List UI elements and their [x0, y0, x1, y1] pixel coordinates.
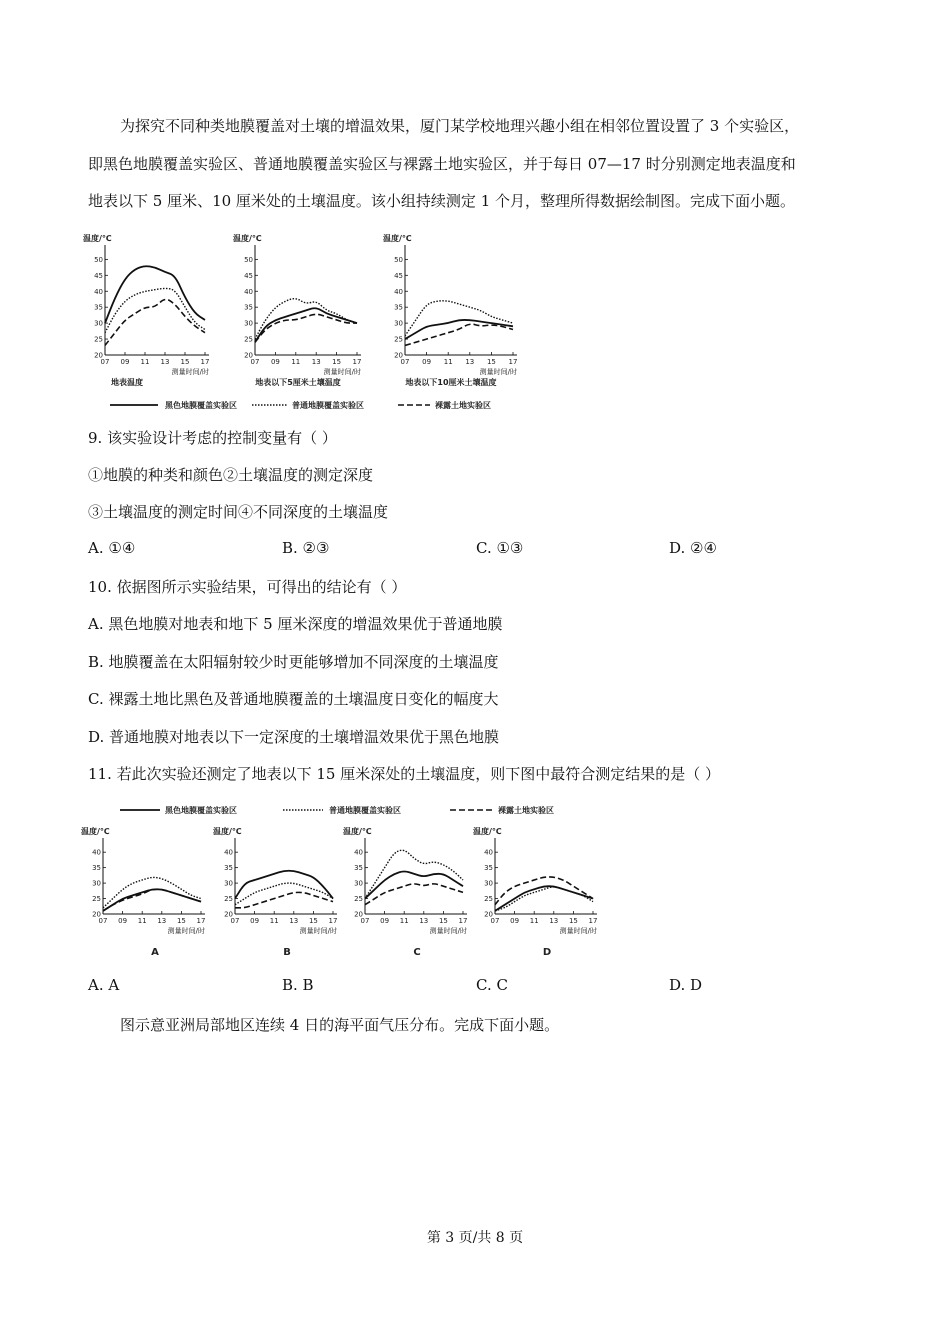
y-axis-label: 温度/℃ — [343, 827, 372, 836]
x-tick-label: 17 — [328, 917, 338, 925]
series-line-bare-soil — [405, 324, 513, 345]
q11-stem: 11. 若此次实验还测定了地表以下 15 厘米深处的土壤温度，则下图中最符合测定结果的是（ ） — [88, 765, 721, 783]
x-tick-label: 15 — [180, 358, 190, 366]
y-tick-label: 40 — [354, 848, 363, 857]
y-tick-label: 40 — [394, 287, 403, 296]
x-tick-label: 09 — [250, 917, 260, 925]
q9-option-a[interactable]: A. ①④ — [88, 539, 136, 557]
x-tick-label: 09 — [270, 358, 280, 366]
next-intro: 图示意亚洲局部地区连续 4 日的海平面气压分布。完成下面小题。 — [120, 1016, 560, 1034]
y-tick-label: 30 — [244, 319, 253, 328]
x-tick-label: 07 — [230, 917, 240, 925]
series-line-bare-soil — [365, 884, 463, 905]
y-tick-label: 35 — [224, 864, 233, 873]
q9-option-d[interactable]: D. ②④ — [669, 539, 717, 557]
x-tick-label: 13 — [157, 917, 167, 925]
y-tick-label: 30 — [484, 879, 493, 888]
x-tick-label: 15 — [332, 358, 342, 366]
series-line-normal-film — [405, 301, 513, 336]
chart-caption: 地表温度 — [111, 378, 143, 387]
intro-line-1: 为探究不同种类地膜覆盖对土壤的增温效果，厦门某学校地理兴趣小组在相邻位置设置了 3 个实验区， — [120, 117, 800, 135]
x-tick-label: 09 — [120, 358, 130, 366]
x-tick-label: 07 — [360, 917, 370, 925]
y-tick-label: 35 — [394, 303, 403, 312]
y-tick-label: 25 — [354, 895, 363, 904]
x-tick-label: 07 — [400, 358, 410, 366]
q9-item-1: ①地膜的种类和颜色②土壤温度的测定深度 — [88, 466, 374, 484]
x-tick-label: 07 — [98, 917, 108, 925]
chart-caption: B — [283, 947, 291, 958]
x-tick-label: 17 — [508, 358, 518, 366]
x-tick-label: 11 — [291, 358, 301, 366]
q9-stem: 9. 该实验设计考虑的控制变量有（ ） — [88, 429, 337, 447]
series-line-black-film — [255, 308, 357, 342]
chart-fig1-2 — [382, 233, 517, 387]
y-tick-label: 20 — [92, 910, 101, 919]
chart-caption: A — [151, 947, 159, 958]
x-tick-label: 13 — [465, 358, 475, 366]
chart-caption: C — [413, 947, 421, 958]
series-line-normal-film — [495, 887, 593, 911]
y-tick-label: 35 — [244, 303, 253, 312]
chart-caption: 地表以下5厘米土壤温度 — [255, 378, 341, 387]
legend-black-label: 黑色地膜覆盖实验区 — [165, 401, 237, 410]
y-axis-label: 温度/℃ — [81, 827, 110, 836]
temperature-figure — [80, 225, 540, 415]
intro-line-3: 地表以下 5 厘米、10 厘米处的土壤温度。该小组持续测定 1 个月，整理所得数据绘制图。完成下面小题。 — [88, 192, 796, 210]
x-tick-label: 09 — [118, 917, 128, 925]
chart-fig2-2 — [342, 826, 467, 958]
y-tick-label: 45 — [94, 271, 103, 280]
y-tick-label: 30 — [354, 879, 363, 888]
y-tick-label: 20 — [244, 351, 253, 360]
y-tick-label: 50 — [94, 255, 103, 264]
x-tick-label: 09 — [380, 917, 390, 925]
legend-bare-label: 裸露土地实验区 — [498, 806, 554, 815]
y-tick-label: 25 — [94, 335, 103, 344]
chart-fig2-0 — [80, 826, 205, 958]
y-tick-label: 25 — [92, 895, 101, 904]
y-tick-label: 20 — [224, 910, 233, 919]
x-tick-label: 15 — [308, 917, 318, 925]
q10-option-b[interactable]: B. 地膜覆盖在太阳辐射较少时更能够增加不同深度的土壤温度 — [88, 653, 499, 671]
x-tick-label: 15 — [568, 917, 578, 925]
y-tick-label: 25 — [244, 335, 253, 344]
x-axis-label: 测量时间/时 — [429, 927, 467, 935]
page-footer: 第 3 页/共 8 页 — [426, 1230, 524, 1246]
x-tick-label: 07 — [250, 358, 260, 366]
series-line-normal-film — [103, 877, 201, 907]
x-axis-label: 测量时间/时 — [559, 927, 597, 935]
series-line-normal-film — [105, 288, 205, 332]
y-tick-label: 35 — [94, 303, 103, 312]
y-tick-label: 25 — [484, 895, 493, 904]
x-tick-label: 11 — [529, 917, 539, 925]
x-tick-label: 17 — [196, 917, 206, 925]
x-axis-label: 测量时间/时 — [167, 927, 205, 935]
y-tick-label: 45 — [244, 271, 253, 280]
y-tick-label: 20 — [94, 351, 103, 360]
q9-option-b[interactable]: B. ②③ — [282, 539, 330, 557]
chart-fig1-0 — [82, 233, 209, 387]
x-tick-label: 13 — [419, 917, 429, 925]
x-tick-label: 11 — [399, 917, 409, 925]
q9-option-c[interactable]: C. ①③ — [476, 539, 524, 557]
y-tick-label: 35 — [354, 864, 363, 873]
y-tick-label: 40 — [484, 848, 493, 857]
y-tick-label: 40 — [94, 287, 103, 296]
q10-stem: 10. 依据图所示实验结果，可得出的结论有（ ） — [88, 578, 407, 596]
y-tick-label: 30 — [224, 879, 233, 888]
y-tick-label: 20 — [394, 351, 403, 360]
y-tick-label: 25 — [224, 895, 233, 904]
x-tick-label: 13 — [311, 358, 321, 366]
q9-item-2: ③土壤温度的测定时间④不同深度的土壤温度 — [88, 503, 389, 521]
y-tick-label: 20 — [484, 910, 493, 919]
x-axis-label: 测量时间/时 — [479, 368, 517, 376]
legend-bare-label: 裸露土地实验区 — [435, 401, 491, 410]
chart-caption: 地表以下10厘米土壤温度 — [405, 378, 497, 387]
q11-option-c[interactable]: C. C — [476, 976, 508, 994]
y-tick-label: 40 — [224, 848, 233, 857]
y-axis-label: 温度/℃ — [83, 234, 112, 243]
x-tick-label: 13 — [160, 358, 170, 366]
y-axis-label: 温度/℃ — [383, 234, 412, 243]
x-tick-label: 13 — [549, 917, 559, 925]
legend-normal-label: 普通地膜覆盖实验区 — [292, 401, 364, 410]
series-line-black-film — [235, 871, 333, 899]
series-line-normal-film — [235, 883, 333, 905]
y-axis-label: 温度/℃ — [473, 827, 502, 836]
q11-option-a[interactable]: A. A — [88, 976, 120, 994]
x-tick-label: 17 — [458, 917, 468, 925]
y-tick-label: 50 — [394, 255, 403, 264]
x-tick-label: 15 — [176, 917, 186, 925]
q11-option-b[interactable]: B. B — [282, 976, 314, 994]
y-tick-label: 50 — [244, 255, 253, 264]
chart-fig1-1 — [232, 233, 361, 387]
x-tick-label: 07 — [100, 358, 110, 366]
x-tick-label: 11 — [137, 917, 147, 925]
x-tick-label: 17 — [588, 917, 598, 925]
legend-black-label: 黑色地膜覆盖实验区 — [165, 806, 237, 815]
q10-option-c[interactable]: C. 裸露土地比黑色及普通地膜覆盖的土壤温度日变化的幅度大 — [88, 690, 499, 708]
x-tick-label: 11 — [269, 917, 279, 925]
x-tick-label: 15 — [486, 358, 496, 366]
chart-fig2-3 — [472, 826, 597, 958]
q11-option-d[interactable]: D. D — [669, 976, 703, 994]
chart-fig2-1 — [212, 826, 337, 958]
y-tick-label: 30 — [394, 319, 403, 328]
y-axis-label: 温度/℃ — [233, 234, 262, 243]
x-tick-label: 17 — [352, 358, 362, 366]
x-tick-label: 07 — [490, 917, 500, 925]
x-tick-label: 09 — [422, 358, 432, 366]
y-tick-label: 35 — [92, 864, 101, 873]
series-line-bare-soil — [495, 877, 593, 905]
x-axis-label: 测量时间/时 — [299, 927, 337, 935]
intro-line-2: 即黑色地膜覆盖实验区、普通地膜覆盖实验区与裸露土地实验区，并于每日 07—17 时分别测定地表温度和 — [88, 155, 796, 173]
y-tick-label: 40 — [92, 848, 101, 857]
chart-caption: D — [542, 947, 552, 958]
y-tick-label: 30 — [94, 319, 103, 328]
series-line-bare-soil — [235, 892, 333, 907]
q10-option-d[interactable]: D. 普通地膜对地表以下一定深度的土壤增温效果优于黑色地膜 — [88, 728, 500, 746]
y-tick-label: 20 — [354, 910, 363, 919]
x-tick-label: 13 — [289, 917, 299, 925]
x-tick-label: 09 — [510, 917, 520, 925]
y-tick-label: 40 — [244, 287, 253, 296]
x-axis-label: 测量时间/时 — [171, 368, 209, 376]
x-tick-label: 11 — [140, 358, 150, 366]
legend-normal-label: 普通地膜覆盖实验区 — [329, 806, 401, 815]
y-tick-label: 30 — [92, 879, 101, 888]
q11-figure — [81, 798, 615, 966]
x-tick-label: 15 — [438, 917, 448, 925]
x-tick-label: 17 — [200, 358, 210, 366]
y-tick-label: 25 — [394, 335, 403, 344]
y-tick-label: 45 — [394, 271, 403, 280]
x-axis-label: 测量时间/时 — [323, 368, 361, 376]
q10-option-a[interactable]: A. 黑色地膜对地表和地下 5 厘米深度的增温效果优于普通地膜 — [88, 615, 503, 633]
y-axis-label: 温度/℃ — [213, 827, 242, 836]
y-tick-label: 35 — [484, 864, 493, 873]
x-tick-label: 11 — [443, 358, 453, 366]
